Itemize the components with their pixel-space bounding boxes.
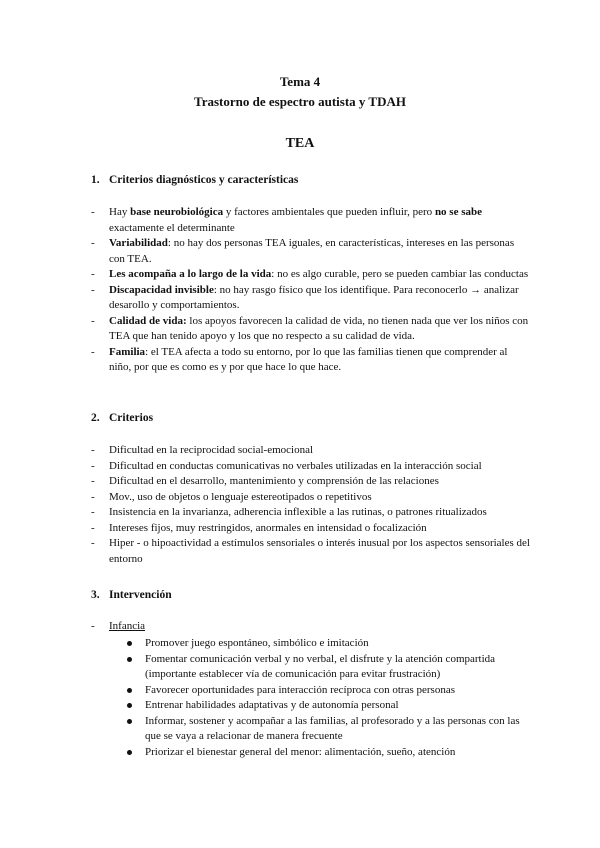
dash-marker: - [91, 537, 95, 549]
dash-marker: - [91, 283, 95, 296]
bullet-icon [127, 750, 132, 755]
dash-marker: - [91, 521, 95, 534]
section-3-heading [91, 589, 172, 601]
list-item: - Insistencia en la invarianza, adherencia inflexible a las rutinas, o patrones ritualizados [91, 505, 531, 521]
list-item: - Les acompaña a lo largo de la vida: no es algo curable, pero se pueden cambiar las conductas [91, 267, 531, 283]
topic-title: Trastorno de espectro autista y TDAH [194, 94, 406, 109]
dash-marker: - [91, 620, 95, 632]
list-item: - Dificultad en el desarrollo, mantenimiento y comprensión de las relaciones [91, 474, 531, 490]
bullet-icon [127, 657, 132, 662]
list-item: Informar, sostener y acompañar a las familias, al profesorado y a las personas con las que se vaya a relacionar de manera frecuente [127, 714, 537, 745]
dash-marker: - [91, 490, 95, 503]
bullet-icon [127, 688, 132, 693]
list-item: Priorizar el bienestar general del menor: alimentación, sueño, atención [127, 745, 537, 761]
section-2-list [91, 443, 531, 567]
dash-marker: - [91, 237, 95, 249]
section-2-heading [91, 412, 153, 424]
list-item: - Hay base neurobiológica y factores ambientales que pueden influir, pero no se sabe exactamente el determinante [91, 206, 482, 234]
list-item: - Mov., uso de objetos o lenguaje estereotipados o repetitivos [91, 490, 531, 506]
list-item: Entrenar habilidades adaptativas y de autonomía personal [127, 698, 537, 714]
section-title: TEA [285, 136, 315, 151]
section-1-list [91, 205, 531, 376]
section-heading-text: Criterios diagnósticos y características [109, 174, 299, 186]
bullet-icon [127, 641, 132, 646]
list-item: - Discapacidad invisible: no hay rasgo físico que los identifique. Para reconocerlo → analizar desarollo y comportamientos. [91, 283, 519, 311]
subsection-label: Infancia [109, 620, 146, 632]
list-item: - Dificultad en conductas comunicativas no verbales utilizadas en la interacción social [91, 459, 531, 475]
list-item: - Familia: el TEA afecta a todo su entorno, por lo que las familias tienen que comprender al niño, por que es como es y por que hace lo que hace. [91, 345, 508, 373]
list-item: - Hiper - o hipoactividad a estímulos sensoriales o interés inusual por los aspectos sensoriales del entorno [91, 537, 530, 565]
bullet-icon [127, 703, 132, 708]
dash-marker: - [91, 444, 95, 456]
list-item: - Variabilidad: no hay dos personas TEA iguales, en características, intereses en las personas con TEA. [91, 237, 515, 265]
list-item: Fomentar comunicación verbal y no verbal, el disfrute y la atención compartida (importante establecer vía de comunicación para evitar frustración) [127, 652, 537, 683]
dash-marker: - [91, 345, 95, 358]
section-1-heading [91, 174, 298, 186]
list-item: Promover juego espontáneo, simbólico e imitación [127, 636, 537, 652]
section-number: 1. [91, 174, 100, 186]
section-heading-text: Intervención [109, 589, 172, 601]
section-number: 2. [91, 412, 100, 424]
dash-marker: - [91, 459, 95, 472]
list-item: Favorecer oportunidades para interacción recíproca con otras personas [127, 683, 537, 699]
dash-marker: - [91, 206, 95, 218]
dash-marker: - [91, 475, 95, 487]
section-3-bullet-list [127, 636, 537, 760]
dash-marker: - [91, 314, 95, 327]
list-item: - Calidad de vida: los apoyos favorecen la calidad de vida, no tienen nada que ver los niños con TEA que han tenido apoyo y los que no respecto a su calidad de vida. [91, 314, 529, 342]
list-item: - Dificultad en la reciprocidad social-emocional [91, 443, 531, 459]
dash-marker: - [91, 268, 95, 280]
bullet-icon [127, 719, 132, 724]
section-heading-text: Criterios [109, 412, 154, 424]
topic-number: Tema 4 [279, 74, 321, 89]
list-item: - Intereses fijos, muy restringidos, anormales en intensidad o focalización [91, 521, 531, 537]
dash-marker: - [91, 506, 95, 518]
section-number: 3. [91, 589, 100, 601]
